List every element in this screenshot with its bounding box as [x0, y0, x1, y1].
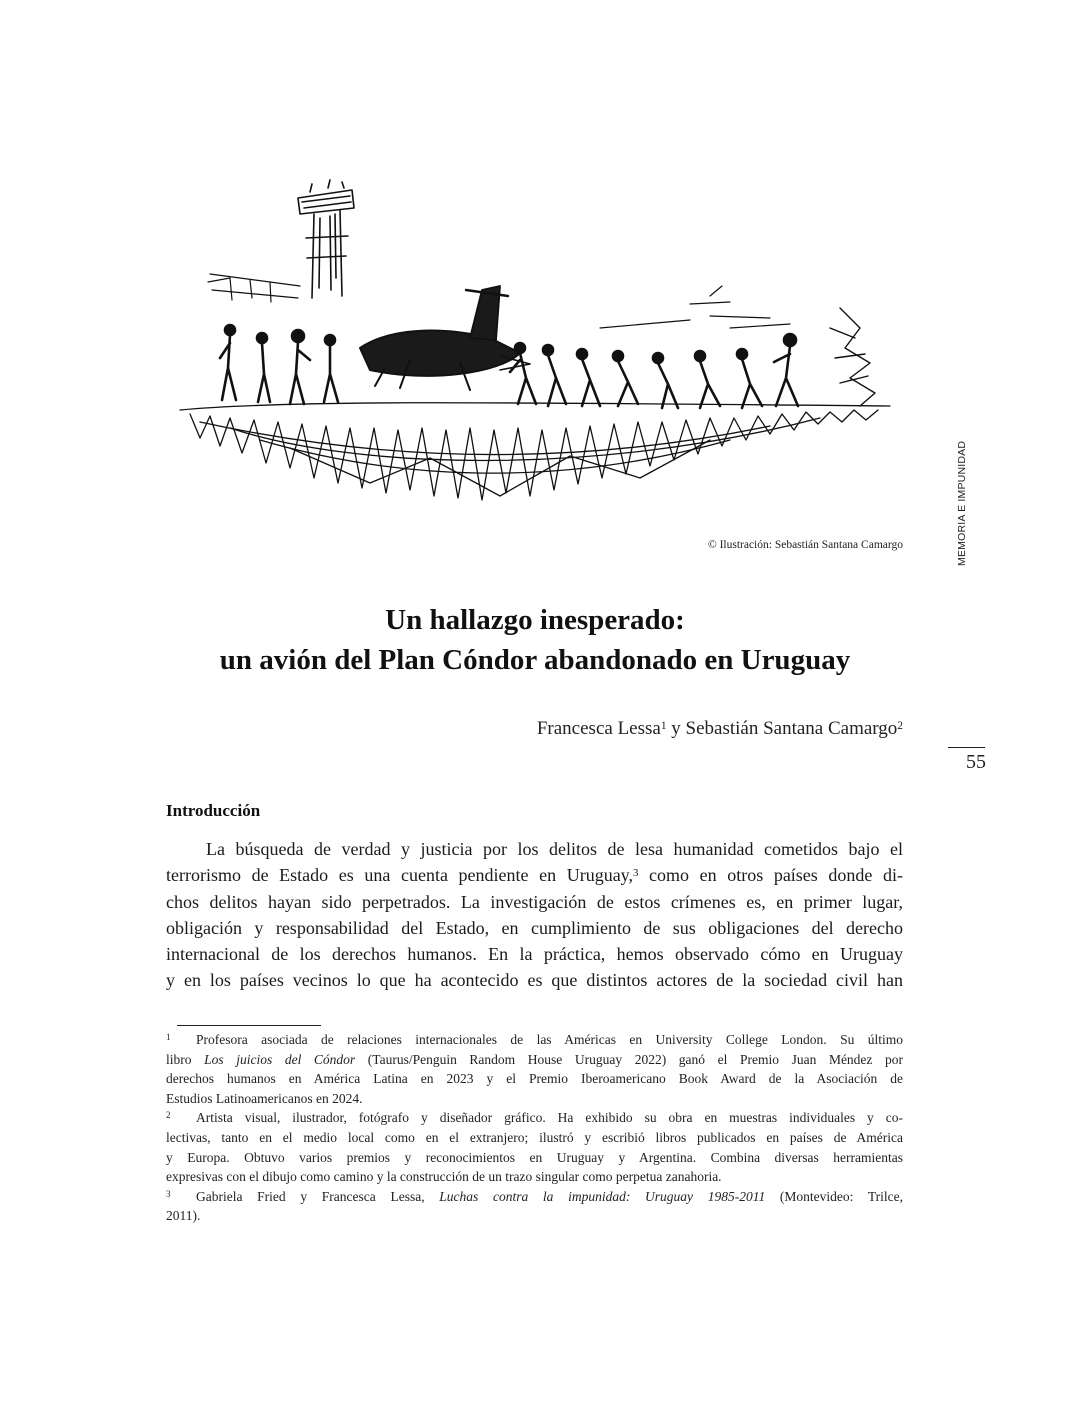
footnote-3-number: 3 [166, 1188, 171, 1199]
footnote-3-line [166, 1187, 903, 1207]
footnote-1-line [166, 1030, 903, 1050]
author-2-note-ref[interactable]: 2 [897, 719, 903, 732]
footnote-2-line [166, 1108, 903, 1128]
ground-scribbles [180, 403, 890, 500]
footnote-separator [177, 1025, 321, 1026]
footnote-2-line: lectivas, tanto en el medio local como en el extranjero; ilustró y escribió libros publicados en países de América [166, 1129, 903, 1145]
footnote-text: (Montevideo: Trilce, [765, 1188, 903, 1204]
body-line: obligación y responsabilidad del Estado, en cumplimiento de sus obligaciones del derecho [166, 917, 903, 938]
section-side-label: MEMORIA E IMPUNIDAD [956, 440, 968, 566]
footnote-text: Gabriela Fried y Francesca Lessa, [196, 1188, 440, 1204]
page-number: 55 [966, 751, 986, 773]
airplane [360, 286, 530, 390]
page-number-rule [948, 747, 985, 748]
body-line-text: terrorismo de Estado es una cuenta pendiente en Uruguay, [166, 865, 634, 886]
control-tower [298, 180, 354, 298]
body-line: La búsqueda de verdad y justicia por los delitos de lesa humanidad cometidos bajo el [206, 839, 903, 859]
footnotes [166, 1030, 903, 1226]
shrub [830, 308, 875, 406]
footnote-1-line: Estudios Latinoamericanos en 2024. [166, 1090, 363, 1106]
footnote-2-line: y Europa. Obtuvo varios premios y reconocimientos en Uruguay y Argentina. Combina diversas herramientas [166, 1149, 903, 1165]
author-2-name: Sebastián Santana Camargo [685, 718, 898, 739]
title-line-1: Un hallazgo inesperado: [385, 604, 685, 636]
body-line [166, 862, 903, 888]
footnote-text: Profesora asociada de relaciones internacionales de las Américas en University College London. Su último [196, 1032, 903, 1047]
footnote-text: libro [166, 1051, 205, 1067]
body-line: internacional de los derechos humanos. En la práctica, hemos observado cómo en Uruguay [166, 944, 903, 965]
illustration-credit: © Ilustración: Sebastián Santana Camargo [707, 539, 903, 551]
section-heading: Introducción [166, 801, 261, 820]
walking-figures [220, 325, 798, 408]
footnote-3-ref[interactable]: 3 [633, 867, 639, 880]
footnote-1-line [166, 1050, 903, 1070]
footnote-book-title: Luchas contra la impunidad: Uruguay 1985-2011 [439, 1188, 766, 1204]
plane-sketch-illustration [170, 178, 900, 513]
article-authors [420, 718, 903, 740]
footnote-2-number: 2 [166, 1110, 171, 1121]
footnote-1-line: derechos humanos en América Latina en 2023 y el Premio Iberoamericano Book Award de la Asociación de [166, 1071, 903, 1087]
footnote-3-line: 2011). [166, 1208, 201, 1224]
body-line-text: como en otros países donde di- [638, 865, 903, 886]
body-paragraph [166, 836, 903, 994]
author-connector: y [671, 718, 681, 739]
article-title [150, 600, 920, 680]
body-line: chos delitos hayan sido perpetrados. La investigación de estos crímenes es, en primer lugar, [166, 891, 903, 912]
author-1-name: Francesca Lessa [536, 718, 661, 739]
title-line-2: un avión del Plan Cóndor abandonado en Uruguay [219, 644, 851, 676]
footnote-book-title: Los juicios del Cóndor [204, 1051, 356, 1067]
body-line: y en los países vecinos lo que ha acontecido es que distintos actores de la sociedad civil han [166, 970, 903, 991]
footnote-1-number: 1 [166, 1032, 171, 1042]
footnote-text: Artista visual, ilustrador, fotógrafo y diseñador gráfico. Ha exhibido su obra en muestras individuales y co- [196, 1110, 903, 1126]
footnote-2-line: expresivas con el dibujo como camino y la construcción de un trazo singular como perpetua zanahoria. [166, 1169, 722, 1185]
footnote-text: (Taurus/Penguin Random House Uruguay 2022) ganó el Premio Juan Méndez por [355, 1051, 904, 1067]
author-1-note-ref[interactable]: 1 [660, 719, 667, 732]
